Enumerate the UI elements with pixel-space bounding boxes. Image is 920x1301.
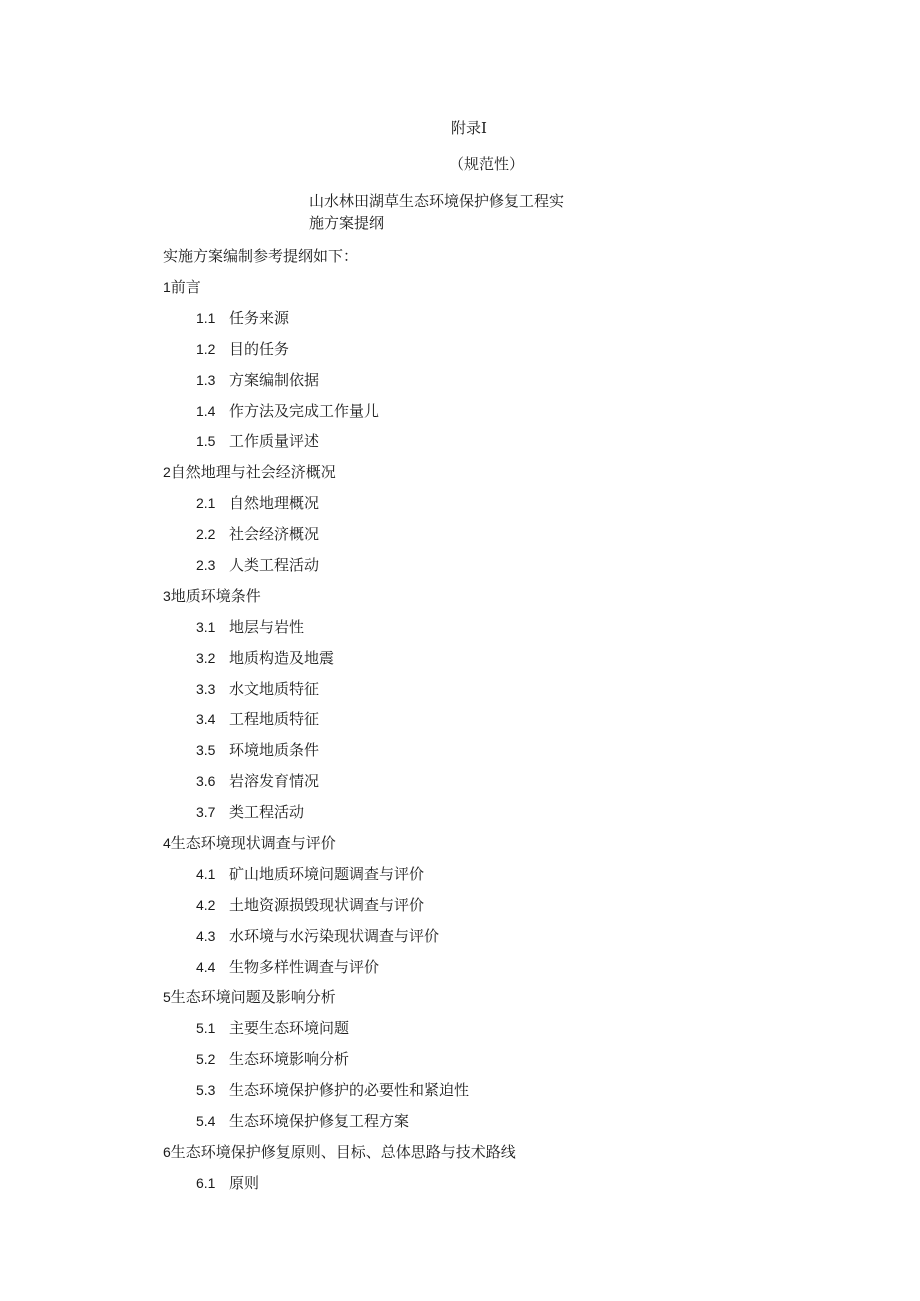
outline-text: 地质环境条件 xyxy=(170,586,261,605)
outline-text: 岩溶发育情况 xyxy=(229,772,320,791)
outline-subsection xyxy=(0,1049,920,1080)
outline-section xyxy=(0,987,920,1018)
outline-subsection xyxy=(0,740,920,771)
outline-text: 矿山地质环境问题调查与评价 xyxy=(229,864,425,883)
outline-number: 1.1 xyxy=(196,309,216,326)
outline-number: 2.2 xyxy=(196,526,216,543)
outline-subsection xyxy=(0,709,920,740)
outline-number: 5.2 xyxy=(196,1051,216,1068)
outline-text: 人类工程活动 xyxy=(229,556,320,575)
outline-subsection xyxy=(0,339,920,370)
document-title: 山水林田湖草生态环境保护修复工程实施方案提纲 xyxy=(309,192,565,232)
outline-text: 生态环境影响分析 xyxy=(229,1050,350,1069)
outline-subsection xyxy=(0,957,920,988)
outline-number: 3.1 xyxy=(196,618,216,635)
outline-section xyxy=(0,586,920,617)
outline-text: 土地资源损毁现状调查与评价 xyxy=(229,895,425,914)
outline-text: 目的任务 xyxy=(229,339,290,358)
outline-number: 2 xyxy=(163,464,171,481)
outline-text: 生态环境保护修复工程方案 xyxy=(229,1112,410,1131)
outline-subsection xyxy=(0,308,920,339)
appendix-title: 附录I xyxy=(451,119,487,137)
outline-subsection xyxy=(0,679,920,710)
outline-text: 水环境与水污染现状调查与评价 xyxy=(229,926,440,945)
outline-subsection xyxy=(0,771,920,802)
outline-subsection xyxy=(0,1173,920,1204)
outline-number: 6.1 xyxy=(196,1174,216,1191)
outline-section xyxy=(0,277,920,308)
outline-text: 工作质量评述 xyxy=(229,432,320,451)
outline-text: 地质构造及地震 xyxy=(229,648,335,667)
outline-subsection xyxy=(0,864,920,895)
outline-text: 环境地质条件 xyxy=(229,741,320,760)
outline-text: 地层与岩性 xyxy=(229,617,305,636)
outline-number: 3.4 xyxy=(196,711,216,728)
outline-subsection xyxy=(0,895,920,926)
outline-text: 生态环境保护修护的必要性和紧迫性 xyxy=(229,1081,470,1100)
outline-number: 5.3 xyxy=(196,1082,216,1099)
outline-number: 3.5 xyxy=(196,742,216,759)
outline-number: 1.3 xyxy=(196,371,216,388)
outline-number: 1.2 xyxy=(196,340,216,357)
outline-list xyxy=(0,277,920,1204)
outline-subsection xyxy=(0,617,920,648)
outline-number: 4.1 xyxy=(196,865,216,882)
outline-subsection xyxy=(0,524,920,555)
outline-number: 1 xyxy=(163,279,171,295)
outline-number: 2.1 xyxy=(196,495,216,512)
outline-text: 原则 xyxy=(229,1173,260,1192)
outline-subsection xyxy=(0,401,920,432)
outline-number: 3.6 xyxy=(196,773,216,790)
outline-section xyxy=(0,1142,920,1173)
outline-text: 生态环境现状调查与评价 xyxy=(170,834,336,853)
outline-number: 3.3 xyxy=(196,680,216,697)
outline-number: 3.2 xyxy=(196,649,216,666)
outline-text: 工程地质特征 xyxy=(229,710,320,729)
outline-number: 5.4 xyxy=(196,1113,216,1130)
outline-subsection xyxy=(0,1018,920,1049)
outline-text: 自然地理与社会经济概况 xyxy=(170,463,336,482)
outline-number: 2.3 xyxy=(196,557,216,574)
outline-number: 5 xyxy=(163,989,171,1006)
outline-number: 4.2 xyxy=(196,896,216,913)
outline-subsection xyxy=(0,431,920,462)
outline-subsection xyxy=(0,1080,920,1111)
outline-text: 水文地质特征 xyxy=(229,679,320,698)
outline-text: 方案编制依据 xyxy=(229,370,320,389)
outline-text: 生物多样性调查与评价 xyxy=(229,957,380,976)
outline-subsection xyxy=(0,1111,920,1142)
outline-section xyxy=(0,462,920,493)
outline-text: 自然地理概况 xyxy=(229,494,320,513)
outline-number: 5.1 xyxy=(196,1020,216,1037)
outline-subsection xyxy=(0,493,920,524)
outline-subsection xyxy=(0,648,920,679)
outline-text: 类工程活动 xyxy=(229,803,305,822)
outline-number: 4.3 xyxy=(196,927,216,944)
intro-text: 实施方案编制参考提纲如下： xyxy=(163,247,359,265)
outline-subsection xyxy=(0,802,920,833)
outline-text: 作方法及完成工作量儿 xyxy=(229,401,380,420)
outline-subsection xyxy=(0,370,920,401)
outline-number: 1.5 xyxy=(196,433,216,450)
outline-number: 3 xyxy=(163,587,171,604)
appendix-subtitle: （规范性） xyxy=(449,155,525,173)
outline-text: 生态环境保护修复原则、目标、总体思路与技术路线 xyxy=(170,1142,516,1161)
outline-subsection xyxy=(0,555,920,586)
outline-text: 生态环境问题及影响分析 xyxy=(170,988,336,1007)
outline-text: 社会经济概况 xyxy=(229,525,320,544)
outline-number: 3.7 xyxy=(196,804,216,821)
outline-number: 4.4 xyxy=(196,958,216,975)
outline-subsection xyxy=(0,926,920,957)
outline-text: 前言 xyxy=(170,278,201,296)
outline-section xyxy=(0,833,920,864)
outline-text: 任务来源 xyxy=(229,308,290,327)
outline-text: 主要生态环境问题 xyxy=(229,1019,350,1038)
outline-number: 1.4 xyxy=(196,402,216,419)
outline-number: 6 xyxy=(163,1143,171,1160)
outline-number: 4 xyxy=(163,835,171,852)
